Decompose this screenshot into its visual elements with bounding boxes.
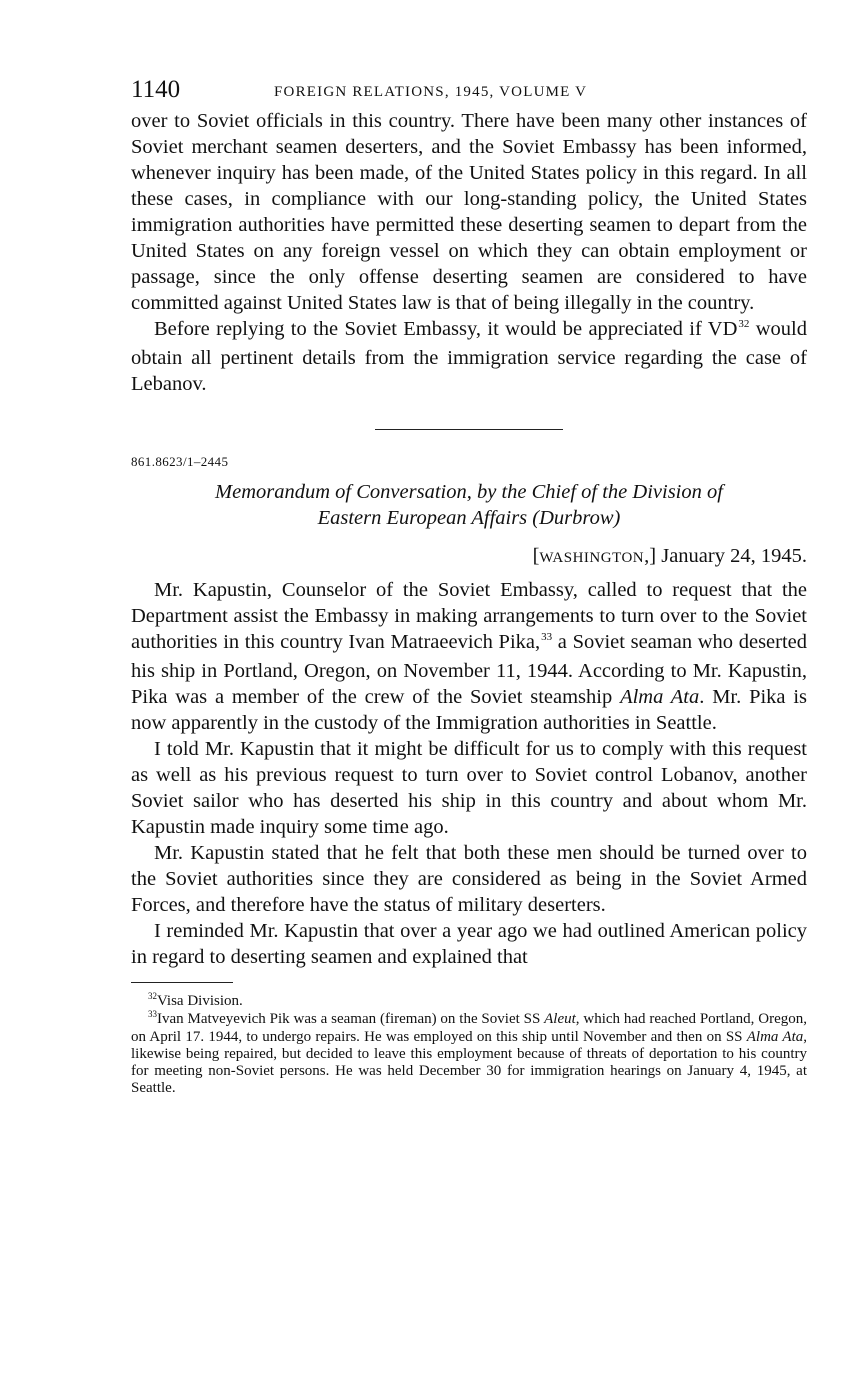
section-divider [375, 429, 563, 430]
footnote-ref-33: 33 [541, 631, 553, 643]
footnote-33-part-c: , likewise being repaired, but decided to leave this employment because of threats of deportation to his country for meeting non-Soviet persons. He was held December 30 for immigration hearings on January 4, 1945, at Seattle. [131, 1029, 807, 1096]
request-text-end: would obtain all pertinent details from the immigration service regarding the case of Lebanov. [131, 318, 807, 395]
memo-paragraph-1 [131, 577, 807, 736]
running-head: FOREIGN RELATIONS, 1945, VOLUME V [274, 84, 588, 100]
memo-paragraph-3: Mr. Kapustin stated that he felt that both these men should be turned over to the Soviet authorities since they are considered as being in the Soviet Armed Forces, and therefore have the status of military deserters. [131, 842, 807, 916]
footnote-rule [131, 982, 233, 983]
memo-title-line-1: Memorandum of Conversation, by the Chief of the Division of [215, 481, 723, 503]
footnote-32-text: Visa Division. [157, 993, 243, 1009]
footnote-ref-32: 32 [738, 318, 750, 330]
page-number: 1140 [131, 76, 181, 103]
continued-paragraph: over to Soviet officials in this country. There have been many other instances of Soviet merchant seamen deserters, and the Soviet Embassy has been informed, whenever inquiry has been made, of the United States policy in this regard. In all these cases, in compliance with our long-standing policy, the United States immigration authorities have permitted these deserting seamen to depart from the United States on any foreign vessel on which they can obtain employment or passage, since the only offense deserting seamen are considered to have committed against United States law is that of being illegally in the country. [131, 110, 807, 314]
page-header [131, 72, 807, 108]
dateline [131, 543, 807, 571]
memo-title-line-2: Eastern European Affairs (Durbrow) [317, 507, 621, 529]
memo-p1-part-c: . Mr. Pika is now apparently in the custody of the Immigration authorities in Seattle. [131, 686, 808, 734]
footnote-33-part-b: , which had reached Portland, Oregon, on April 17. 1944, to undergo repairs. He was employed on this ship until November and then on SS [131, 1011, 807, 1045]
file-number: 861.8623/1–2445 [131, 454, 229, 469]
dateline-place: WASHINGTON [539, 550, 645, 566]
memo-paragraph-2: I told Mr. Kapustin that it might be difficult for us to comply with this request as well as his previous request to turn over to Soviet control Lobanov, another Soviet sailor who has deserted his ship in this country and about whom Mr. Kapustin made inquiry some time ago. [131, 738, 807, 838]
footnote-ship-alma-ata: Alma Ata [746, 1029, 804, 1045]
memo-p1-part-b: a Soviet seaman who deserted his ship in Portland, Oregon, on November 11, 1944. According to Mr. Kapustin, Pika was a member of the crew of the Soviet steamship [131, 631, 808, 708]
footnote-ship-aleut: Aleut [544, 1011, 576, 1027]
footnote-32 [131, 993, 807, 1011]
footnote-33-part-a: Ivan Matveyevich Pik was a seaman (fireman) on the Soviet SS [157, 1011, 545, 1027]
footnote-32-mark: 32 [148, 991, 157, 1001]
dateline-bracket: [ [532, 545, 540, 567]
memo-p1-part-a: Mr. Kapustin, Counselor of the Soviet Embassy, called to request that the Department assist the Embassy in making arrangements to turn over to the Soviet authorities in this country Ivan Matraeevich Pika, [131, 579, 807, 653]
ship-name: Alma Ata [620, 686, 700, 708]
footnotes [131, 993, 807, 1097]
dateline-date: ,] January 24, 1945. [644, 545, 807, 567]
footnote-33 [131, 1011, 807, 1097]
document-page [131, 72, 807, 1097]
memo-title [131, 479, 807, 531]
request-paragraph [131, 316, 807, 397]
footnote-33-mark: 33 [148, 1009, 157, 1019]
memo-paragraph-4: I reminded Mr. Kapustin that over a year ago we had outlined American policy in regard to deserting seamen and explained that [131, 920, 807, 968]
request-text-start: Before replying to the Soviet Embassy, it would be appreciated if VD [154, 318, 738, 340]
